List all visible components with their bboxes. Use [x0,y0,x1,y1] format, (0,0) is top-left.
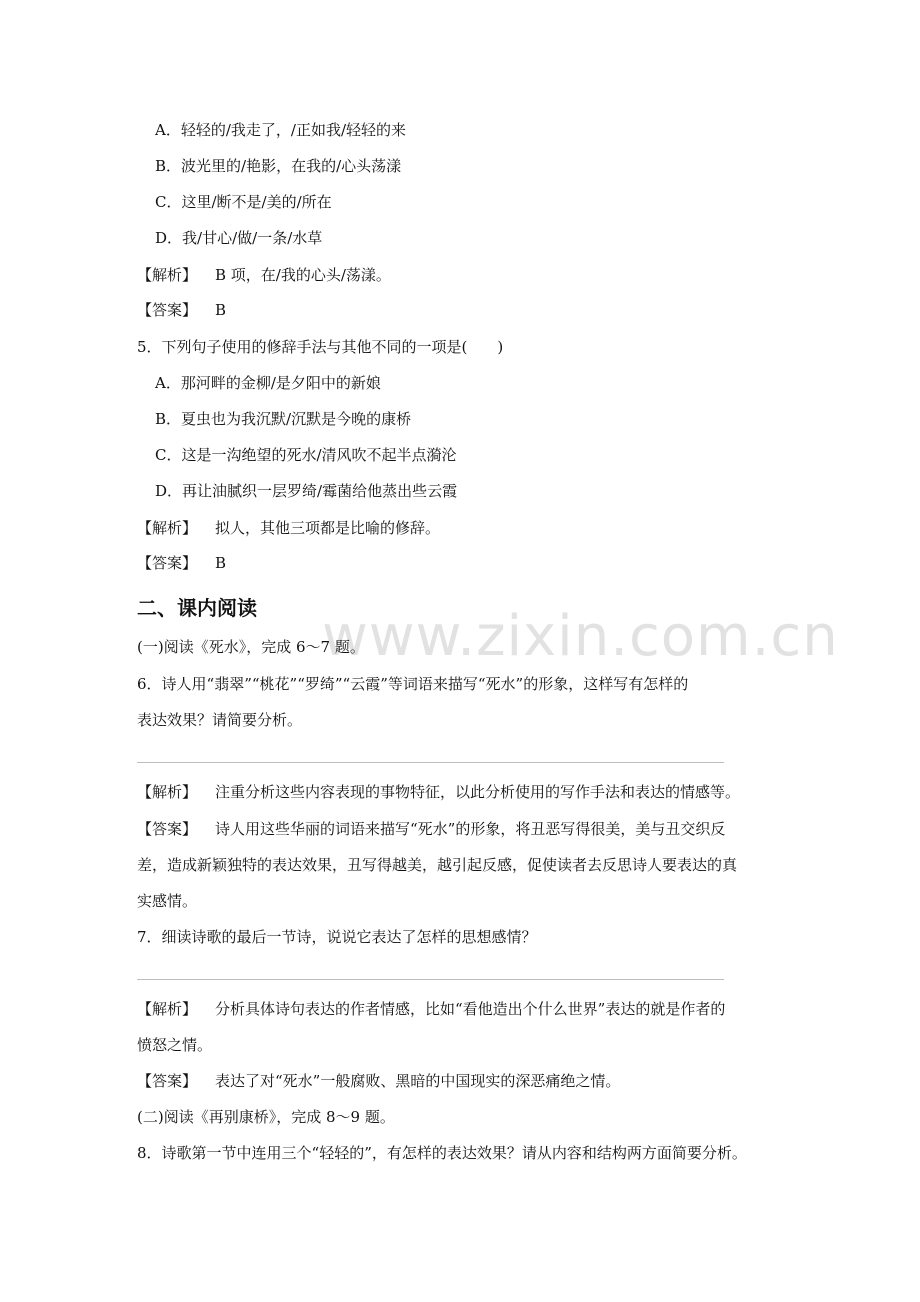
answer-label: 【答案】 [137,554,198,572]
answer-rule [137,762,724,763]
q7-stem: 7．细读诗歌的最后一节诗，说说它表达了怎样的思想感情？ [137,928,537,946]
q4-answer [137,300,226,320]
analysis-label: 【解析】 [137,783,198,801]
answer-label: 【答案】 [137,301,198,319]
q6-analysis-text: 注重分析这些内容表现的事物特征，以此分析使用的写作手法和表达的情感等。 [215,783,741,801]
q4-analysis [137,265,391,285]
q4-option-b: B．波光里的/艳影，在我的/心头荡漾 [155,157,402,175]
q6-analysis [137,782,740,802]
q5-answer [137,553,226,573]
analysis-label: 【解析】 [137,266,198,284]
q5-option-a: A．那河畔的金柳/是夕阳中的新娘 [155,374,381,392]
q5-answer-text: B [215,554,227,572]
answer-label: 【答案】 [137,1072,198,1090]
q7-analysis-text: 分析具体诗句表达的作者情感，比如“看他造出个什么世界”表达的就是作者的 [215,1000,726,1018]
q4-answer-text: B [215,301,227,319]
q7-analysis-line2: 愤怒之情。 [137,1036,213,1054]
part1-intro: (一)阅读《死水》，完成 6～7 题。 [137,638,365,656]
q5-option-d: D．再让油腻织一层罗绮/霉菌给他蒸出些云霞 [155,482,458,500]
q6-stem-line2: 表达效果？请简要分析。 [137,711,303,729]
part2-intro: (二)阅读《再别康桥》，完成 8～9 题。 [137,1108,395,1126]
q7-answer [137,1071,620,1091]
watermark: www.zixin.com.cn [322,604,839,669]
q5-option-c: C．这是一沟绝望的死水/清风吹不起半点漪沦 [155,446,457,464]
q7-analysis-line1 [137,999,725,1019]
q8-stem: 8．诗歌第一节中连用三个“轻轻的”，有怎样的表达效果？请从内容和结构两方面简要分析。 [137,1144,747,1162]
q4-option-d: D．我/甘心/做/一条/水草 [155,229,323,247]
q6-answer-text: 诗人用这些华丽的词语来描写“死水”的形象，将丑恶写得很美，美与丑交织反 [215,820,726,838]
analysis-label: 【解析】 [137,1000,198,1018]
q6-answer-line3: 实感情。 [137,892,198,910]
q4-option-a: A．轻轻的/我走了，/正如我/轻轻的来 [155,121,406,139]
q5-analysis-text: 拟人，其他三项都是比喻的修辞。 [215,519,441,537]
q5-option-b: B．夏虫也为我沉默/沉默是今晚的康桥 [155,410,412,428]
q5-analysis [137,518,440,538]
q6-answer-line2: 差，造成新颖独特的表达效果，丑写得越美，越引起反感，促使读者去反思诗人要表达的真 [137,856,738,874]
q4-analysis-text: B 项，在/我的心头/荡漾。 [215,266,391,284]
analysis-label: 【解析】 [137,519,198,537]
q4-option-c: C．这里/断不是/美的/所在 [155,193,332,211]
answer-rule [137,979,724,980]
answer-label: 【答案】 [137,820,198,838]
q5-stem: 5．下列句子使用的修辞手法与其他不同的一项是( ) [137,338,504,356]
q7-answer-text: 表达了对“死水”一般腐败、黑暗的中国现实的深恶痛绝之情。 [215,1072,621,1090]
q6-stem-line1: 6．诗人用“翡翠”“桃花”“罗绮”“云霞”等词语来描写“死水”的形象，这样写有怎样的 [137,675,689,693]
q6-answer-line1 [137,819,725,839]
section-heading: 二、课内阅读 [137,596,257,620]
